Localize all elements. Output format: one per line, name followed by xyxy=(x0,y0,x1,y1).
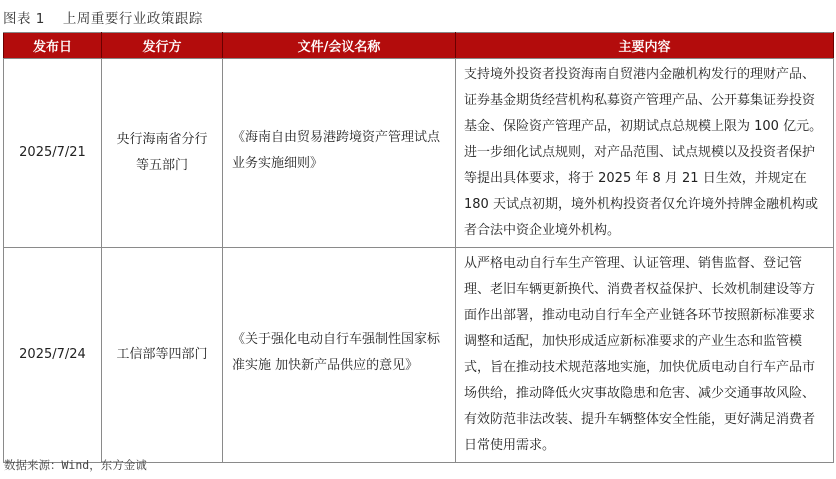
figure-title-text: 上周重要行业政策跟踪 xyxy=(62,11,203,27)
column-header-content: 主要内容 xyxy=(456,33,834,59)
document-cell xyxy=(223,59,456,248)
date-cell: 2025/7/21 xyxy=(4,59,102,248)
issuer-line: 等五部门 xyxy=(135,158,188,173)
table-header-row xyxy=(4,33,834,59)
column-header-date: 发布日 xyxy=(4,33,102,59)
content-cell: 支持境外投资者投资海南自贸港内金融机构发行的理财产品、证券基金期货经营机构私募资产管理产品、公开募集证券投资基金、保险资产管理产品，初期试点总规模上限为 100 亿元。进一步细化试点规则，对产品范围、试点规模以及投资者保护等提出具体要求，将于 2025 年 8 月 21 日生效，并规定在 180 天试点初期，境外机构投资者仅允许境外持牌金融机构或者合法中资企业境外机构。 xyxy=(456,59,834,248)
issuer-cell xyxy=(102,59,223,248)
data-source-note: 数据来源：Wind，东方金诚 xyxy=(4,458,147,472)
issuer-line: 央行海南省分行 xyxy=(116,132,208,147)
content-cell: 从严格电动自行车生产管理、认证管理、销售监督、登记管理、老旧车辆更新换代、消费者权益保护、长效机制建设等方面作出部署，推动电动自行车全产业链各环节按照新标准要求调整和适配，加快形成适应新标准要求的产业生态和监管模式，旨在推动技术规范落地实施，加快优质电动自行车产品市场供给，推动降低火灾事故隐患和危害、减少交通事故风险、有效防范非法改装、提升车辆整体安全性能，更好满足消费者日常使用需求。 xyxy=(456,248,834,463)
column-header-issuer: 发行方 xyxy=(102,33,223,59)
issuer-line: 工信部等四部门 xyxy=(116,347,208,362)
table-row xyxy=(4,248,834,463)
document-name: 《海南自由贸易港跨境资产管理试点业务实施细则》 xyxy=(232,130,441,171)
document-name: 《关于强化电动自行车强制性国家标准实施 加快新产品供应的意见》 xyxy=(232,332,441,373)
date-cell: 2025/7/24 xyxy=(4,248,102,463)
figure-label: 图表 1 xyxy=(3,11,45,27)
issuer-cell xyxy=(102,248,223,463)
figure-title xyxy=(3,7,203,27)
column-header-document: 文件/会议名称 xyxy=(223,33,456,59)
document-cell xyxy=(223,248,456,463)
table-row xyxy=(4,59,834,248)
policy-table xyxy=(3,32,834,463)
